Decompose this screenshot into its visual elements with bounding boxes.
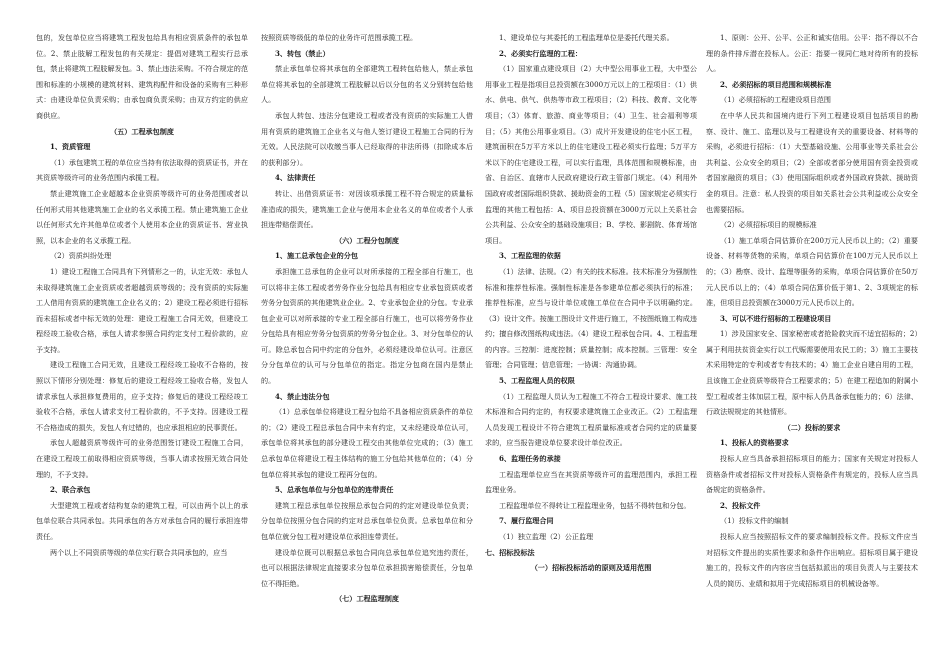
paragraph: 建设工程施工合同无效，且建设工程经竣工验收不合格的，按照以下情形分别处理：修复后的建设工程经竣工验收合格，发包人请求承包人承担修复费用的，应予支持；修复后的建设工程经竣工验收不合格，承包人请求支付工程价款的，不予支持。因建设工程不合格造成的损失，发包人有过错的，也应承担相应的民事责任。 [36, 360, 248, 432]
paragraph: 包的，发包单位应当将建筑工程发包给具有相应资质条件的承包单位。2、禁止肢解工程发包的有关规定：提倡对建筑工程实行总承包，禁止将建筑工程肢解发包。3、禁止违法采购。不符合规定的范围和标准的小规模的建筑材料、建筑构配件和设备的采购有三种形式：由建设单位负责采购；由承包商负责采购；由双方约定的供应商供应。 [36, 33, 248, 120]
section-heading: 3、工程监理的依据 [499, 251, 561, 261]
paragraph: 在中华人民共和国境内进行下列工程建设项目包括项目的勘察、设计、施工、监理以及与工程建设有关的重要设备、材料等的采购，必须进行招标：（1）大型基础设施、公用事业等关系社会公共利益、公众安全的项目；（2）全部或者部分使用国有资金投资或者国家融资的项目；（3）使用国际组织或者外国政府贷款、援助资金的项目。注意：私人投资的项目如关系社会公共利益或公众安全也需要招标。 [706, 110, 918, 214]
paragraph: （2）必须招标项目的规模标准 [720, 220, 817, 230]
paragraph: 禁止建筑施工企业超越本企业资质等级许可的业务范围或者以任何形式用其他建筑施工企业的名义承揽工程。禁止建筑施工企业以任何形式允许其他单位或者个人使用本企业的资质证书、营业执照，以本企业的名义承揽工程。 [36, 188, 248, 245]
section-heading: 2、投标文件 [720, 500, 761, 510]
paragraph: 两个以上不同资质等级的单位实行联合共同承包的，应当 [50, 547, 228, 557]
paragraph: 投标人应当按照招标文件的要求编制投标文件。投标文件应当对招标文件提出的实质性要求和条件作出响应。招标项目属于建设施工的，投标文件的内容应当包括拟派出的项目负责人与主要技术人员的简历、业绩和拟用于完成招标项目的机械设备等。 [706, 532, 918, 588]
paragraph: 承包人超越资质等级许可的业务范围签订建设工程施工合同，在建设工程竣工前取得相应资质等级，当事人请求按照无效合同处理的，不予支持。 [36, 438, 248, 479]
paragraph: （1）国家重点建设项目（2）大中型公用事业工程，大中型公用事业工程是指项目总投资额在3000万元以上的工程项目：（1）供水、供电、供气、供热等市政工程项目；（2）科技、教育、文化等项目；（3）体育、旅游、商业等项目；（4）卫生、社会福利等项目；（5）其他公用事业项目。（3）成片开发建设的住宅小区工程，建筑面积在5万平方米以上的住宅建设工程必须实行监理；5万平方米以下的住宅建设工程，可以实行监理，具体范围和规模标准，由省、自治区、直辖市人民政府建设行政主管部门规定。（4）利用外国政府或者国际组织贷款、援助资金的工程（5）国家规定必须实行监理的其他工程包括：A、项目总投资额在3000万元以上关系社会公共利益、公众安全的基础设施项目；B、学校、影剧院、体育场馆项目。 [485, 64, 697, 245]
paragraph: 禁止承包单位将其承包的全部建筑工程转包给他人，禁止承包单位将其承包的全部建筑工程肢解以后以分包的名义分别转包给他人。 [261, 64, 473, 105]
section-heading: 7、履行监理合同 [499, 516, 554, 526]
paragraph: 转让、出借资质证书：对因该项承揽工程不符合规定的质量标准造成的损失，建筑施工企业与使用本企业名义的单位或者个人承担连带赔偿责任。 [261, 188, 473, 230]
section-heading: 3、转包（禁止） [275, 48, 330, 58]
paragraph: （1）投标文件的编制 [720, 516, 789, 526]
section-heading: （二）投标的要求 [783, 422, 841, 432]
paragraph: （1）施工单项合同估算价在200万元人民币以上的；（2）重要设备、材料等货物的采购，单项合同估算价在100万元人民币以上的；（3）勘察、设计、监理等服务的采购，单项合同估算价在50万元人民币以上的；（4）单项合同估算价低于第1、2、3项规定的标准，但项目总投资额在3000万元人民币以上的。 [706, 235, 918, 308]
paragraph: （1）工程监理人员认为工程施工不符合工程设计要求、施工技术标准和合同约定的，有权要求建筑施工企业改正。（2）工程监理人员发现工程设计不符合建筑工程质量标准或者合同约定的质量要求的，应当报告建设单位要求设计单位改正。 [485, 391, 697, 448]
section-heading: 3、可以不进行招标的工程建设项目 [720, 313, 832, 323]
section-heading: 2、联合承包 [50, 485, 91, 495]
paragraph: 1）涉及国家安全、国家秘密或者抢险救灾而不适宜招标的；2）属于利用扶贫资金实行以工代赈需要使用农民工的；3）施工主要技术采用特定的专利或者专有技术的；4）施工企业自建自用的工程，且该施工企业资质等级符合工程要求的；5）在建工程追加的附属小型工程或者主体加层工程，原中标人仍具备承包能力的；6）法律、行政法规规定的其他情形。 [706, 329, 918, 417]
paragraph: 1）建设工程施工合同具有下列情形之一的，认定无效：承包人未取得建筑施工企业资质或者超越资质等级的；没有资质的实际施工人借用有资质的建筑施工企业名义的；2）建设工程必须进行招标而未招标或者中标无效的处理：建设工程施工合同无效，但建设工程经竣工验收合格，承包人请求参照合同约定支付工程价款的，应予支持。 [36, 266, 248, 354]
section-heading: （五）工程承包制度 [110, 126, 174, 136]
section-heading: 2、必须实行监理的工程： [499, 48, 582, 58]
paragraph: 1、原则：公开、公平、公正和诚实信用。公平：指不得以不合理的条件排斥潜在投标人。公正：指要一视同仁地对待所有的投标人。 [706, 33, 918, 74]
paragraph: （1）必须招标的工程建设项目范围 [720, 95, 831, 105]
paragraph: 1、建设单位与其委托的工程监理单位是委托代理关系。 [499, 33, 674, 42]
section-heading: （六）工程分包制度 [335, 235, 399, 245]
paragraph: 建筑工程总承包单位按照总承包合同的约定对建设单位负责；分包单位按照分包合同的约定对总承包单位负责。总承包单位和分包单位就分包工程对建设单位承担连带责任。 [261, 500, 473, 541]
paragraph: （2）资质纠纷处理 [50, 251, 112, 261]
paragraph: 投标人应当具备承担招标项目的能力；国家有关规定对投标人资格条件或者招标文件对投标人资格条件有规定的，投标人应当具备规定的资格条件。 [706, 454, 918, 495]
paragraph: 建设单位既可以根据总承包合同向总承包单位追究违约责任，也可以根据法律规定直接要求分包单位承担损害赔偿责任，分包单位不得拒绝。 [261, 547, 473, 588]
paragraph: （1）总承包单位将建设工程分包给不具备相应资质条件的单位的；（2）建设工程总承包合同中未有约定，又未经建设单位认可，承包单位将其承包的部分建设工程交由其他单位完成的；（3）施工总承包单位将建设工程主体结构的施工分包给其他单位的；（4）分包单位将其承包的建设工程再分包的。 [261, 407, 473, 479]
section-heading: 4、禁止违法分包 [275, 391, 330, 401]
paragraph: 工程监理单位应当在其资质等级许可的监理范围内，承担工程监理业务。 [485, 469, 697, 495]
section-heading: （七）工程监理制度 [335, 594, 399, 604]
section-heading: 1、投标人的资格要求 [720, 438, 789, 448]
paragraph: （1）独立监理（2）公正监理 [499, 532, 594, 541]
paragraph: 大型建筑工程或者结构复杂的建筑工程，可以由两个以上的承包单位联合共同承包。共同承包的各方对承包合同的履行承担连带责任。 [36, 500, 248, 541]
section-heading: 七、招标投标法 [485, 547, 535, 557]
paragraph: 承包人转包、违法分包建设工程或者没有资质的实际施工人借用有资质的建筑施工企业名义与他人签订建设工程施工合同的行为无效。人民法院可以收缴当事人已经取得的非法所得（扣除成本后的获利部分）。 [261, 110, 473, 167]
paragraph: 承担施工总承包的企业可以对所承接的工程全部自行施工，也可以将非主体工程或者劳务作业分包给具有相应专业承包资质或者劳务分包资质的其他建筑业企业。2、专业承包企业的分包。专业承包企业可以对所承接的专业工程全部自行施工，也可以将劳务作业分包给具有相应劳务分包资质的劳务分包企业。3、对分包单位的认可。除总承包合同中约定的分包外，必须经建设单位认可。注意区分分包单位的认可与分包单位的指定。指定分包商在国内是禁止的。 [261, 266, 473, 386]
section-heading: 5、总承包单位与分包单位的连带责任 [275, 485, 394, 495]
section-heading: 2、必须招标的项目范围和规模标准 [720, 79, 832, 89]
paragraph: （1）法律、法规。（2）有关的技术标准。技术标准分为强制性标准和推荐性标准。强制性标准是各参建单位都必须执行的标准；推荐性标准，应当与设计单位或施工单位在合同中予以明确约定。（3）设计文件。按施工图设计文件进行施工，不按图纸施工构成违约；擅自修改图纸构成违法。（4）建设工程承包合同。4、工程监理的内容。三控制：进度控制；质量控制；成本控制。三管理：安全管理；合同管理；信息管理；一协调：沟通协调。 [485, 266, 697, 370]
section-heading: 1、资质管理 [50, 142, 91, 152]
section-heading: 5、工程监理人员的权限 [499, 376, 575, 386]
paragraph: （1）承包建筑工程的单位应当持有依法取得的资质证书，并在其资质等级许可的业务范围内承揽工程。 [36, 157, 248, 183]
section-heading: 4、法律责任 [275, 173, 316, 183]
text-column-3 [485, 30, 697, 666]
section-heading: （一）招标投标活动的原则及适用范围 [530, 563, 652, 573]
text-column-1 [36, 30, 248, 666]
section-heading: 1、施工总承包企业的分包 [275, 251, 358, 261]
text-column-4 [706, 30, 918, 666]
paragraph: 工程监理单位不得转让工程监理业务，包括不得转包和分包。 [499, 500, 691, 510]
section-heading: 6、监理任务的承接 [499, 454, 561, 464]
paragraph: 按照资质等级低的单位的业务许可范围承揽工程。 [261, 33, 418, 42]
text-column-2 [261, 30, 473, 666]
